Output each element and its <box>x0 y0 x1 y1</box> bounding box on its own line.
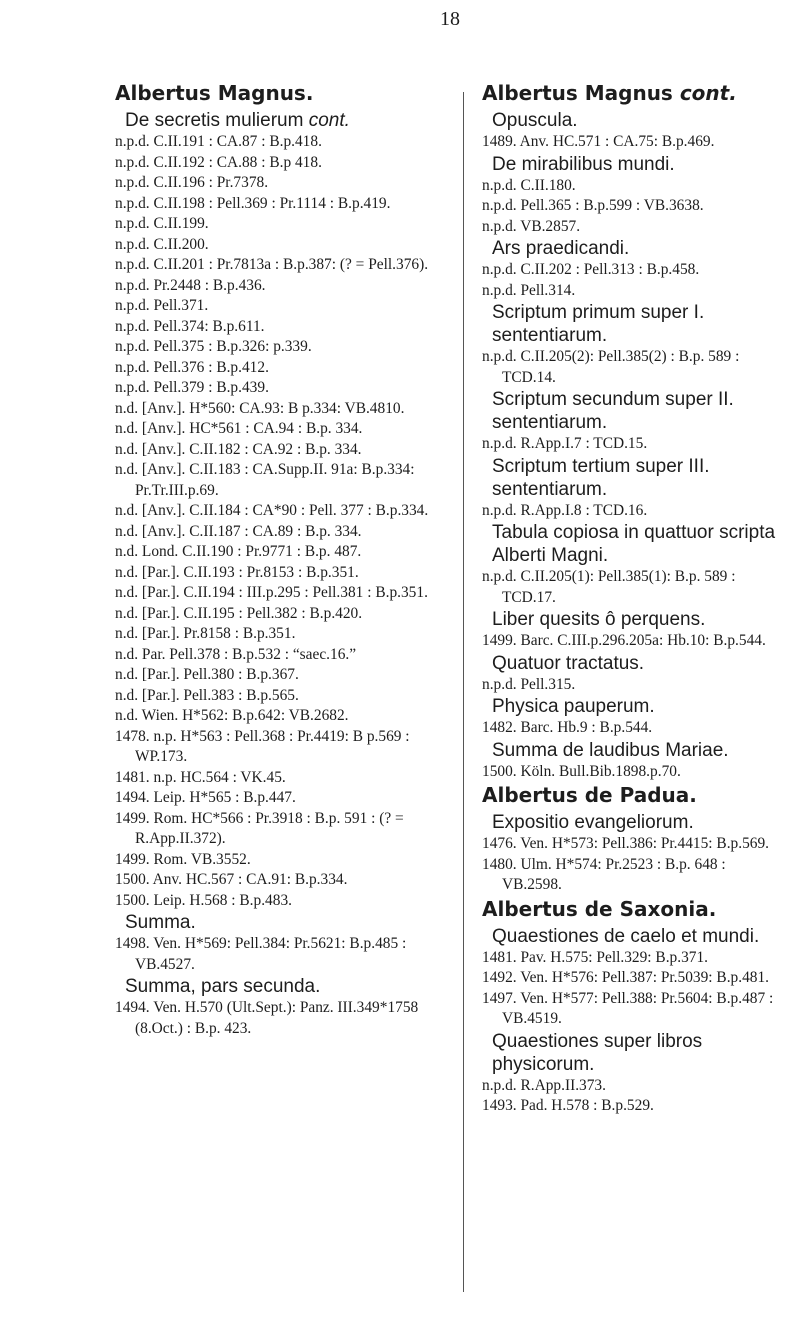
catalogue-entry: 1500. Leip. H.568 : B.p.483. <box>115 891 292 909</box>
catalogue-entry: n.d. [Anv.]. H*560: CA.93: B p.334: VB.4810. <box>115 399 405 417</box>
catalogue-entry: n.d. Wien. H*562: B.p.642: VB.2682. <box>115 707 349 724</box>
work-title: De mirabilibus mundi. <box>492 153 675 175</box>
catalogue-entry: n.d. Lond. C.II.190 : Pr.9771 : B.p. 487. <box>115 543 362 560</box>
catalogue-entry: n.p.d. C.II.192 : CA.88 : B.p 418. <box>115 153 322 171</box>
catalogue-entry: 1481. Pav. H.575: Pell.329: B.p.371. <box>482 948 709 966</box>
catalogue-entry: n.p.d. C.II.198 : Pell.369 : Pr.1114 : B.p.419. <box>115 194 391 212</box>
catalogue-entry: n.d. [Anv.]. C.II.187 : CA.89 : B.p. 334. <box>115 522 362 540</box>
catalogue-entry: n.p.d. R.App.I.8 : TCD.16. <box>482 501 648 519</box>
catalogue-entry: n.d. [Par.]. Pr.8158 : B.p.351. <box>115 625 296 642</box>
catalogue-entry: n.d. [Anv.]. C.II.184 : CA*90 : Pell. 377 : B.p.334. <box>115 502 429 519</box>
catalogue-entry: n.d. [Anv.]. C.II.183 : CA.Supp.II. 91a: B.p.334: Pr.Tr.III.p.69. <box>115 461 415 499</box>
catalogue-entry: 1493. Pad. H.578 : B.p.529. <box>482 1097 654 1114</box>
catalogue-entry: 1480. Ulm. H*574: Pr.2523 : B.p. 648 : VB.2598. <box>482 855 726 893</box>
work-title: Summa. <box>125 912 196 933</box>
catalogue-entry: n.d. [Anv.]. C.II.182 : CA.92 : B.p. 334. <box>115 440 362 458</box>
catalogue-entry: n.p.d. C.II.205(1): Pell.385(1): B.p. 589 : TCD.17. <box>482 568 736 606</box>
catalogue-entry: 1499. Barc. C.III.p.296.205a: Hb.10: B.p.544. <box>482 632 766 649</box>
catalogue-entry: n.p.d. C.II.199. <box>115 215 209 232</box>
catalogue-entry: n.p.d. VB.2857. <box>482 217 581 235</box>
catalogue-entry: 1499. Rom. VB.3552. <box>115 850 251 868</box>
work-title: Scriptum secundum super II. sententiarum. <box>492 389 734 433</box>
catalogue-entry: n.p.d. C.II.200. <box>115 235 209 253</box>
catalogue-entry: n.d. [Par.]. Pell.380 : B.p.367. <box>115 666 299 683</box>
column-divider <box>463 92 464 1292</box>
catalogue-entry: n.d. [Par.]. C.II.193 : Pr.8153 : B.p.351. <box>115 563 359 581</box>
author-heading: Albertus de Saxonia. <box>482 896 717 921</box>
catalogue-entry: n.p.d. Pell.371. <box>115 297 209 314</box>
author-heading: Albertus Magnus. <box>115 81 314 105</box>
work-title: Physica pauperum. <box>492 696 655 717</box>
catalogue-entry: n.p.d. Pell.314. <box>482 281 576 299</box>
author-heading: Albertus de Padua. <box>482 783 697 807</box>
work-title: De secretis mulierum cont. <box>125 110 350 131</box>
catalogue-entry: n.d. [Par.]. C.II.194 : III.p.295 : Pell.381 : B.p.351. <box>115 584 428 601</box>
catalogue-entry: n.d. [Anv.]. HC*561 : CA.94 : B.p. 334. <box>115 420 363 437</box>
catalogue-entry: n.p.d. Pr.2448 : B.p.436. <box>115 276 266 294</box>
work-title: Quatuor tractatus. <box>492 652 645 674</box>
catalogue-entry: 1492. Ven. H*576: Pell.387: Pr.5039: B.p.481. <box>482 969 770 986</box>
left-column <box>115 80 455 1039</box>
work-title: Scriptum tertium super III. sententiarum. <box>492 455 710 500</box>
catalogue-entry: 1494. Leip. H*565 : B.p.447. <box>115 789 296 806</box>
catalogue-entry: n.p.d. C.II.196 : Pr.7378. <box>115 174 269 191</box>
catalogue-entry: 1476. Ven. H*573: Pell.386: Pr.4415: B.p.569. <box>482 835 770 852</box>
catalogue-entry: n.p.d. R.App.II.373. <box>482 1076 606 1094</box>
catalogue-entry: n.p.d. Pell.379 : B.p.439. <box>115 379 269 396</box>
work-title: Summa de laudibus Mariae. <box>492 739 729 761</box>
work-title: Liber quesits ô perquens. <box>492 609 706 630</box>
catalogue-entry: n.p.d. C.II.201 : Pr.7813a : B.p.387: (? = Pell.376). <box>115 256 429 273</box>
catalogue-entry: n.p.d. Pell.315. <box>482 675 576 693</box>
catalogue-entry: 1478. n.p. H*563 : Pell.368 : Pr.4419: B p.569 : WP.173. <box>115 727 410 765</box>
catalogue-entry: n.p.d. Pell.365 : B.p.599 : VB.3638. <box>482 197 704 214</box>
catalogue-entry: n.d. [Par.]. C.II.195 : Pell.382 : B.p.420. <box>115 604 363 622</box>
catalogue-entry: n.p.d. R.App.I.7 : TCD.15. <box>482 435 648 452</box>
catalogue-entry: n.p.d. C.II.202 : Pell.313 : B.p.458. <box>482 261 700 278</box>
catalogue-entry: n.p.d. C.II.191 : CA.87 : B.p.418. <box>115 133 322 150</box>
catalogue-entry: n.p.d. Pell.376 : B.p.412. <box>115 358 269 376</box>
catalogue-entry: n.p.d. Pell.375 : B.p.326: p.339. <box>115 338 312 355</box>
work-title: Tabula copiosa in quattuor scripta Alberti Magni. <box>492 522 776 566</box>
catalogue-entry: n.p.d. C.II.205(2): Pell.385(2) : B.p. 589 : TCD.14. <box>482 348 740 386</box>
catalogue-entry: 1481. n.p. HC.564 : VK.45. <box>115 768 286 786</box>
work-title: Quaestiones super libros physicorum. <box>492 1030 703 1075</box>
author-heading: Albertus Magnus cont. <box>482 81 737 105</box>
catalogue-entry: n.p.d. Pell.374: B.p.611. <box>115 317 265 335</box>
catalogue-entry: n.p.d. C.II.180. <box>482 176 576 194</box>
catalogue-entry: n.d. Par. Pell.378 : B.p.532 : “saec.16.” <box>115 645 357 663</box>
work-title: Scriptum primum super I. sententiarum. <box>492 302 705 346</box>
page-number: 18 <box>440 8 460 30</box>
work-title: Summa, pars secunda. <box>125 976 321 997</box>
catalogue-entry: 1499. Rom. HC*566 : Pr.3918 : B.p. 591 : (? = R.App.II.372). <box>115 809 404 847</box>
catalogue-entry: 1500. Anv. HC.567 : CA.91: B.p.334. <box>115 871 348 888</box>
catalogue-entry: 1482. Barc. Hb.9 : B.p.544. <box>482 719 653 736</box>
catalogue-entry: 1494. Ven. H.570 (Ult.Sept.): Panz. III.349*1758 (8.Oct.) : B.p. 423. <box>115 999 419 1037</box>
catalogue-entry: 1489. Anv. HC.571 : CA.75: B.p.469. <box>482 133 715 150</box>
work-title: Expositio evangeliorum. <box>492 812 694 833</box>
catalogue-entry: n.d. [Par.]. Pell.383 : B.p.565. <box>115 686 299 704</box>
right-column <box>482 80 787 1117</box>
work-title: Ars praedicandi. <box>492 238 630 259</box>
work-title: Quaestiones de caelo et mundi. <box>492 925 760 947</box>
catalogue-entry: 1497. Ven. H*577: Pell.388: Pr.5604: B.p.487 : VB.4519. <box>482 989 774 1027</box>
work-title: Opuscula. <box>492 110 578 131</box>
catalogue-entry: 1500. Köln. Bull.Bib.1898.p.70. <box>482 762 681 780</box>
catalogue-entry: 1498. Ven. H*569: Pell.384: Pr.5621: B.p.485 : VB.4527. <box>115 935 407 973</box>
